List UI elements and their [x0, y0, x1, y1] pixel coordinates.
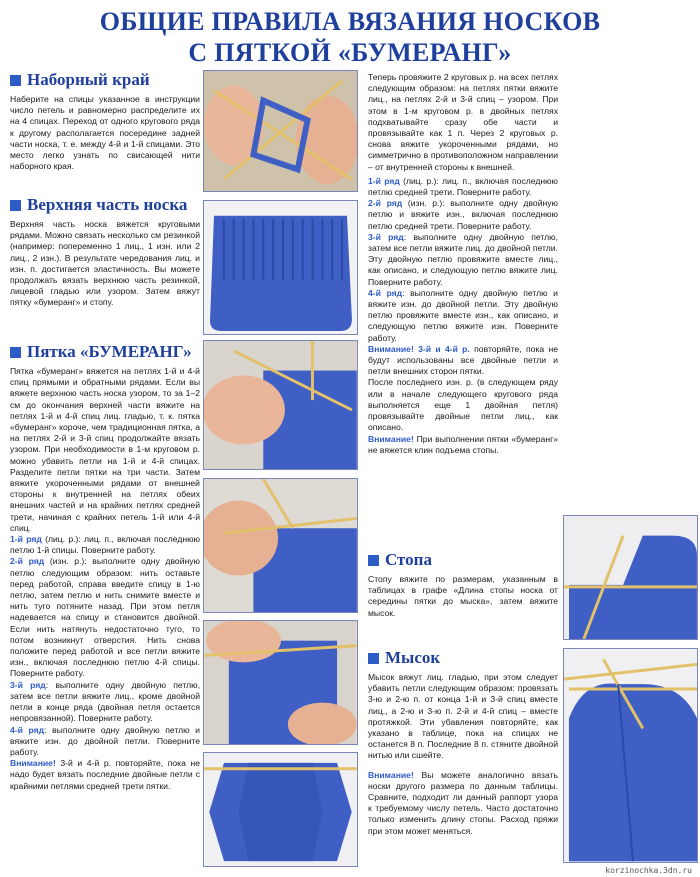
- square-bullet-icon: [10, 75, 21, 86]
- knitting-hands-cast-on-icon: [204, 71, 357, 191]
- heel-continued-section: [368, 72, 558, 532]
- heel-intro: Пятка «бумеранг» вяжется на петлях 1-й и 4-й спиц прямыми и обратными рядами. Если вы вяжете верхнюю часть носка узором, то за 1–2 см до окончания верхней части вяжите на петлях 1-й и 4-й спиц лиц. гладью, т. к. пятка «бумеранг» короче, чем традиционная пятка, а на петлях 2-й и 3-й спиц продолжайте вязать узором. При необходимости в 1-м круговом р. можно убавить петли на 1-й и 4-й спицах. Разделите петли пятки на три части. Затем вяжите укороченными рядами от внешней стороны к внутренней на петлях обеих внешних частей и на крайних петлях средней трети, начиная с крайних петель 1-й или 4-й спиц.: [10, 366, 200, 533]
- sock-toe-needles-icon: [564, 649, 697, 862]
- heel-photo-4: [203, 752, 358, 867]
- ribbing-photo: [203, 200, 358, 335]
- toe-text: [368, 672, 558, 837]
- sock-foot-needles-icon: [564, 516, 697, 639]
- heel-heading: Пятка «БУМЕРАНГ»: [10, 342, 200, 362]
- toe-photo: [563, 648, 698, 863]
- heel-continued-text: [368, 72, 558, 456]
- toe-section: [368, 648, 558, 870]
- heel-cont-attention-2: Внимание! При выполнении пятки «бумеранг» не вяжется клин подъема стопы.: [368, 433, 558, 455]
- square-bullet-icon: [10, 347, 21, 358]
- heel-text: [10, 366, 200, 792]
- toe-attention: Внимание! Вы можете аналогично вязать носки другого размера по данным таблицы. Сравните, подходит ли данный раппорт узора к требуемому числу петель. Часто достаточно только изменить длину стопы. Расход пряжи при этом может меняться.: [368, 769, 558, 836]
- heel-cont-row-1: 1-й ряд (лиц. р.): лиц. п., включая последнюю петлю средней трети. Поверните работу.: [368, 175, 558, 198]
- toe-heading: Мысок: [368, 648, 558, 668]
- heel-cont-row-3: 3-й ряд: выполните одну двойную петлю, затем все петли вяжите лиц. до двойной петли. Эту двойную петлю провяжите вместе лиц., как описано, и следующую петлю вяжите лиц. Поверните работу.: [368, 231, 558, 287]
- top-section: [10, 195, 200, 335]
- foot-heading: Стопа: [368, 550, 558, 570]
- heel-section: [10, 342, 200, 862]
- heel-row-4: 4-й ряд: выполните одну двойную петлю и вяжите изн. до двойной петли. Поверните работу.: [10, 724, 200, 757]
- title-line-1: ОБЩИЕ ПРАВИЛА ВЯЗАНИЯ НОСКОВ: [99, 7, 601, 36]
- top-heading: Верхняя часть носка: [10, 195, 200, 215]
- square-bullet-icon: [10, 200, 21, 211]
- heel-attention: Внимание! 3-й и 4-й р. повторяйте, пока не надо будет вязать последние двойные петли с крайними петлями средней трети пятки.: [10, 758, 200, 791]
- foot-section: [368, 550, 558, 630]
- top-text: Верхняя часть носка вяжется круговыми рядами. Можно связать несколько см резинкой (например: попеременно 1 лиц., 1 изн. или 2 лиц., 2 изн.). В результате чередования лиц. и изн. п. достигается эластичность. Вы можете продолжать вязать верхнюю часть резинкой, лицевой гладью или узором. Затем вяжут пятку «бумеранг» и стопу.: [10, 219, 200, 308]
- title-line-2: С ПЯТКОЙ «БУМЕРАНГ»: [188, 38, 512, 67]
- heel-photo-2: [203, 478, 358, 613]
- square-bullet-icon: [368, 653, 379, 664]
- cast-on-text: Наберите на спицы указанное в инструкции число петель и равномерно распределите их на 4 спицах. Переход от одного кругового ряда к другому располагается посередине задней части носка, т. е. между 4-й и 1-й спицами. Это место легко узнать по свисающей нити наборного края.: [10, 94, 200, 172]
- foot-text: Стопу вяжите по размерам, указанным в таблицах в графе «Длина стопы носка от середины пятки до мыска», затем вяжите мысок.: [368, 574, 558, 618]
- heel-photo-1: [203, 340, 358, 470]
- heel-row-3: 3-й ряд: выполните одну двойную петлю, затем все петли вяжите лиц., кроме двойной петли в конце ряда (двойная петля остается непровязанной). Поверните работу.: [10, 679, 200, 724]
- knitting-hands-double-stitch-icon: [204, 479, 357, 612]
- heel-cup-icon: [204, 753, 357, 866]
- cast-on-photo: [203, 70, 358, 192]
- foot-photo: [563, 515, 698, 640]
- heel-row-1: 1-й ряд (лиц. р.): лиц. п., включая последнюю петлю 1-й спицы. Поверните работу.: [10, 534, 200, 556]
- toe-instructions: Мысок вяжут лиц. гладью, при этом следует убавить петли следующим образом: провязать 3-ю и 2-ю п. от конца 1-й и 3-й спиц вместе лиц., а 2-ю и 3-ю п. 2-й и 4-й спиц – вместе протяжкой. Эти убавления повторяйте, как указано в таблице, пока на спицах не останется 8 п. Последние 8 п. стяните двойной нитью или сшейте.: [368, 672, 558, 761]
- cast-on-section: [10, 70, 200, 190]
- cast-on-heading: Наборный край: [10, 70, 200, 90]
- square-bullet-icon: [368, 555, 379, 566]
- heel-cont-row-4: 4-й ряд: выполните одну двойную петлю и вяжите изн. до двойной петли. Эту двойную петлю провяжите вместе изн., как описано, и следующую петлю вяжите изн. Поверните работу.: [368, 287, 558, 343]
- page-title: [0, 6, 700, 68]
- heel-cont-row-2: 2-й ряд (изн. р.): выполните одну двойную петлю и вяжите изн., включая последнюю петлю средней трети. Поверните работу.: [368, 198, 558, 231]
- ribbed-cuff-icon: [204, 201, 357, 334]
- heel-cont-intro: Теперь провяжите 2 круговых р. на всех петлях следующим образом: на петлях пятки вяжите лиц., на петлях 2-й и 3-й спиц – узором. При этом в 1-м круговом р. в двойных петлях подхватывайте сразу обе части и провязывайте как 1 п. Через 2 круговых р. снова вяжите укороченными рядами, но симметрично в противоположном направлении – от внутренней стороны к внешней.: [368, 72, 558, 172]
- site-watermark: korzinochka.3dn.ru: [605, 866, 692, 875]
- heel-photo-3: [203, 620, 358, 745]
- heel-cont-attention: Внимание! 3-й и 4-й р. повторяйте, пока не будут использованы все двойные петли и петли внешних сторон пятки.: [368, 343, 558, 377]
- knitting-hands-short-rows-icon: [204, 621, 357, 744]
- heel-row-2: 2-й ряд (изн. р.): выполните одну двойную петлю следующим образом: нить оставьте перед работой, справа введите спицу в 1-ю петлю, затем петлю и нить снимите вместе и нить туго потяните назад. При этом петля надевается на спицу и становится двойной. Если нить натянуть недостаточно туго, то потом возникнут отверстия. Нить снова положите перед работой и все петли вяжите изн., включая последнюю петлю 4-й спицы. Поверните работу.: [10, 556, 200, 679]
- knitting-hands-heel-icon: [204, 341, 357, 469]
- heel-cont-after: После последнего изн. р. (в следующем ряду или в начале следующего кругового ряда выполняется еще 1 двойная петля) провязывайте двойные петли лиц., как описано.: [368, 377, 558, 433]
